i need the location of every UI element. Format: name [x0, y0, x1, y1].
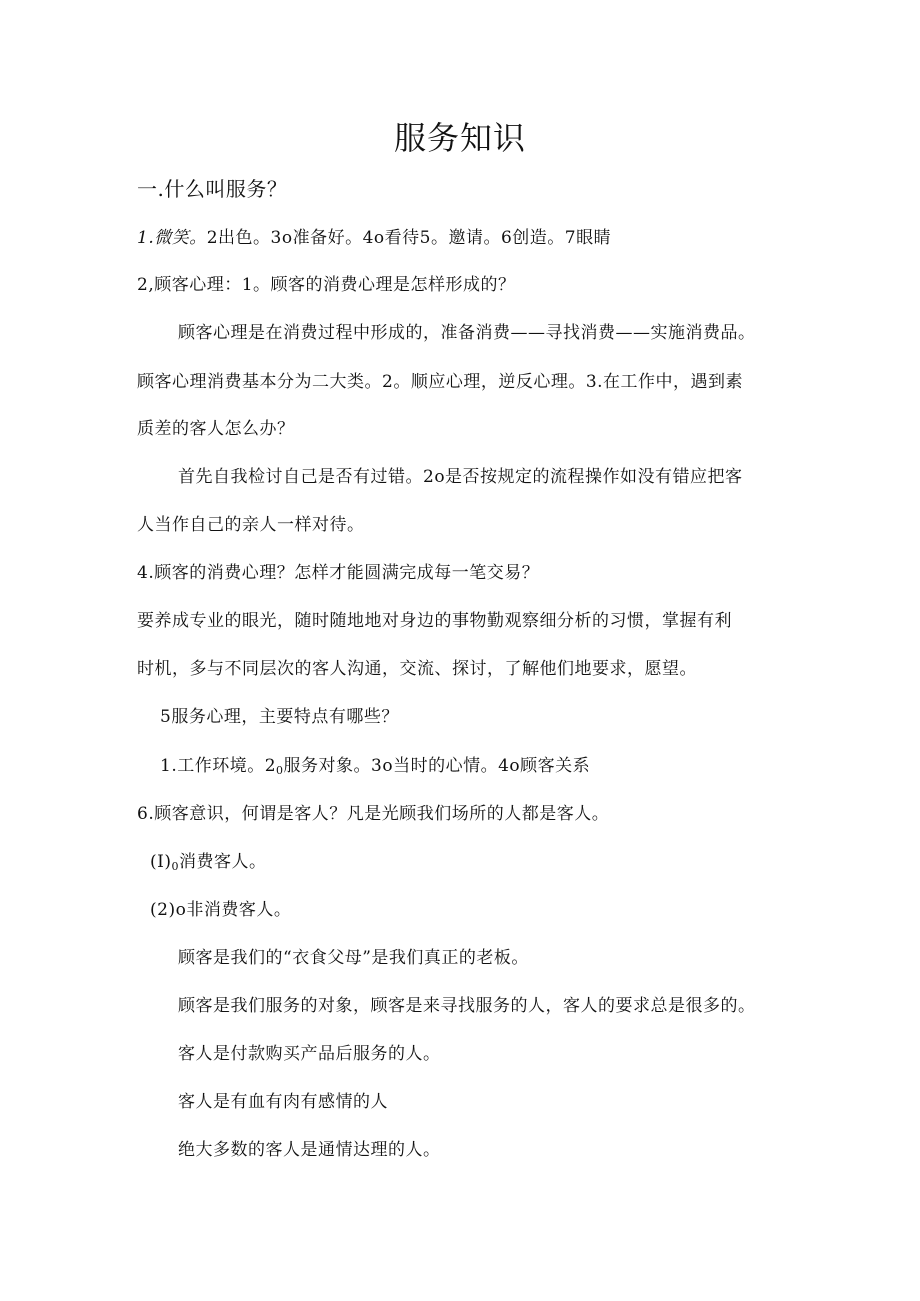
- paragraph-line: 人当作自己的亲人一样对待。: [137, 515, 365, 535]
- text-span: 1.工作环境。2: [160, 756, 277, 776]
- text-span: (I): [150, 852, 172, 872]
- italic-text: 1.微笑。: [137, 228, 207, 248]
- paragraph-line: 绝大多数的客人是通情达理的人。: [178, 1140, 441, 1160]
- paragraph-line: [150, 851, 266, 878]
- subscript-text: 0: [171, 860, 179, 873]
- paragraph-line: 客人是有血有肉有感情的人: [178, 1092, 388, 1112]
- text-span: 消费客人。: [178, 852, 267, 872]
- paragraph-line: 顾客是我们的“衣食父母”是我们真正的老板。: [178, 948, 529, 968]
- text-span: 服务对象。3o当时的心情。4o顾客关系: [283, 756, 591, 776]
- subscript-text: 0: [276, 764, 284, 777]
- paragraph-line: 顾客是我们服务的对象，顾客是来寻找服务的人，客人的要求总是很多的。: [178, 996, 756, 1016]
- paragraph-line: 客人是付款购买产品后服务的人。: [178, 1044, 441, 1064]
- paragraph-line: 4.顾客的消费心理？怎样才能圆满完成每一笔交易？: [137, 563, 540, 583]
- paragraph-line: 质差的客人怎么办？: [137, 419, 295, 439]
- paragraph-line: [137, 227, 611, 249]
- paragraph-line: 要养成专业的眼光，随时随地地对身边的事物勤观察细分析的习惯，掌握有利: [137, 611, 732, 631]
- paragraph-line: 时机，多与不同层次的客人沟通，交流、探讨，了解他们地要求，愿望。: [137, 659, 697, 679]
- paragraph-line: (2)o非消费客人。: [150, 900, 292, 920]
- paragraph-line: 首先自我检讨自己是否有过错。2o是否按规定的流程操作如没有错应把客: [178, 467, 743, 487]
- text-span: 2出色。3o准备好。4o看待5。邀请。6创造。7眼睛: [206, 228, 612, 248]
- paragraph-line: 顾客心理消费基本分为二大类。2。顺应心理，逆反心理。3.在工作中，遇到素: [137, 372, 744, 392]
- paragraph-line: 5服务心理，主要特点有哪些？: [160, 707, 399, 727]
- paragraph-line: 6.顾客意识，何谓是客人？凡是光顾我们场所的人都是客人。: [137, 804, 610, 824]
- section-heading: 一.什么叫服务？: [137, 177, 288, 201]
- paragraph-line: 2,顾客心理：1。顾客的消费心理是怎样形成的？: [137, 275, 516, 295]
- document-title: 服务知识: [393, 119, 526, 157]
- paragraph-line: [160, 755, 590, 782]
- paragraph-line: 顾客心理是在消费过程中形成的，准备消费——寻找消费——实施消费品。: [178, 323, 756, 343]
